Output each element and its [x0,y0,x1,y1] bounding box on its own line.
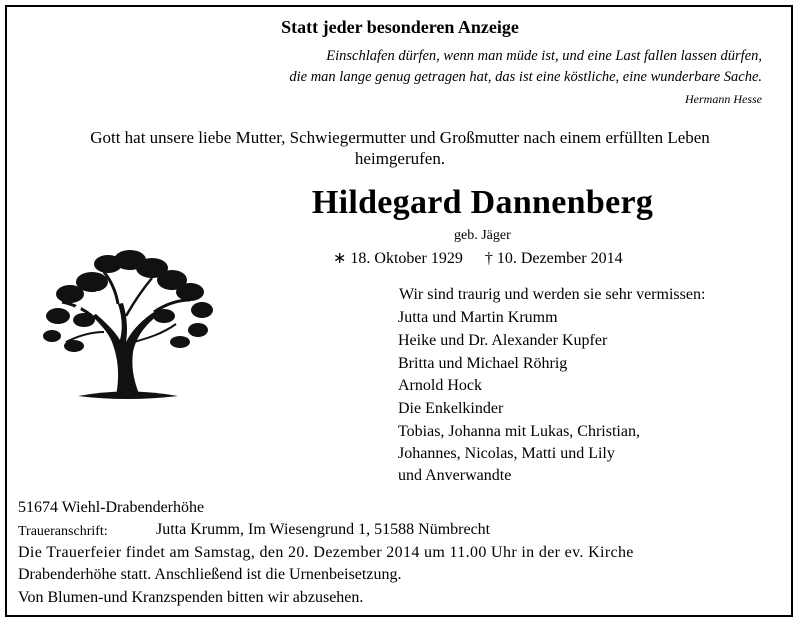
family-member: Tobias, Johanna mit Lukas, Christian, [398,423,640,440]
family-member: Johannes, Nicolas, Matti und Lily [398,445,615,462]
quote-author: Hermann Hesse [685,92,762,106]
intro-line-1: Gott hat unsere liebe Mutter, Schwiegermutter und Großmutter nach einem erfüllten Leben [90,128,710,147]
birth-symbol: ∗ [333,250,347,267]
birth-date: 18. Oktober 1929 [350,250,463,267]
family-member: und Anverwandte [398,467,512,484]
service-line-2: Drabenderhöhe statt. Anschließend ist die Urnenbeisetzung. [18,566,402,583]
quote-line-1: Einschlafen dürfen, wenn man müde ist, und eine Last fallen lassen dürfen, [326,48,762,64]
service-line-1: Die Trauerfeier findet am Samstag, den 20. Dezember 2014 um 11.00 Uhr in der ev. Kirche [18,544,634,561]
death-symbol: † [484,250,493,267]
family-member: Britta und Michael Röhrig [398,355,568,372]
tree-icon [38,246,216,402]
birth-name: geb. Jäger [454,228,511,243]
death-date: 10. Dezember 2014 [496,250,623,267]
address-label: Traueranschrift: [18,524,108,539]
deceased-name: Hildegard Dannenberg [311,184,654,221]
notice-heading: Statt jeder besonderen Anzeige [281,17,519,37]
life-dates [333,248,627,268]
intro-line-2: heimgerufen. [354,149,446,168]
family-member: Heike und Dr. Alexander Kupfer [398,332,608,349]
address-value: Jutta Krumm, Im Wiesengrund 1, 51588 Nümbrecht [156,521,491,538]
service-line-3: Von Blumen-und Kranzspenden bitten wir abzusehen. [18,589,364,606]
mourners-intro: Wir sind traurig und werden sie sehr vermissen: [399,286,706,303]
quote-line-2: die man lange genug getragen hat, das ist eine köstliche, eine wunderbare Sache. [289,69,762,85]
family-member: Jutta und Martin Krumm [398,309,558,326]
family-member: Arnold Hock [398,377,482,394]
family-member: Die Enkelkinder [398,400,504,417]
location: 51674 Wiehl-Drabenderhöhe [18,499,205,516]
